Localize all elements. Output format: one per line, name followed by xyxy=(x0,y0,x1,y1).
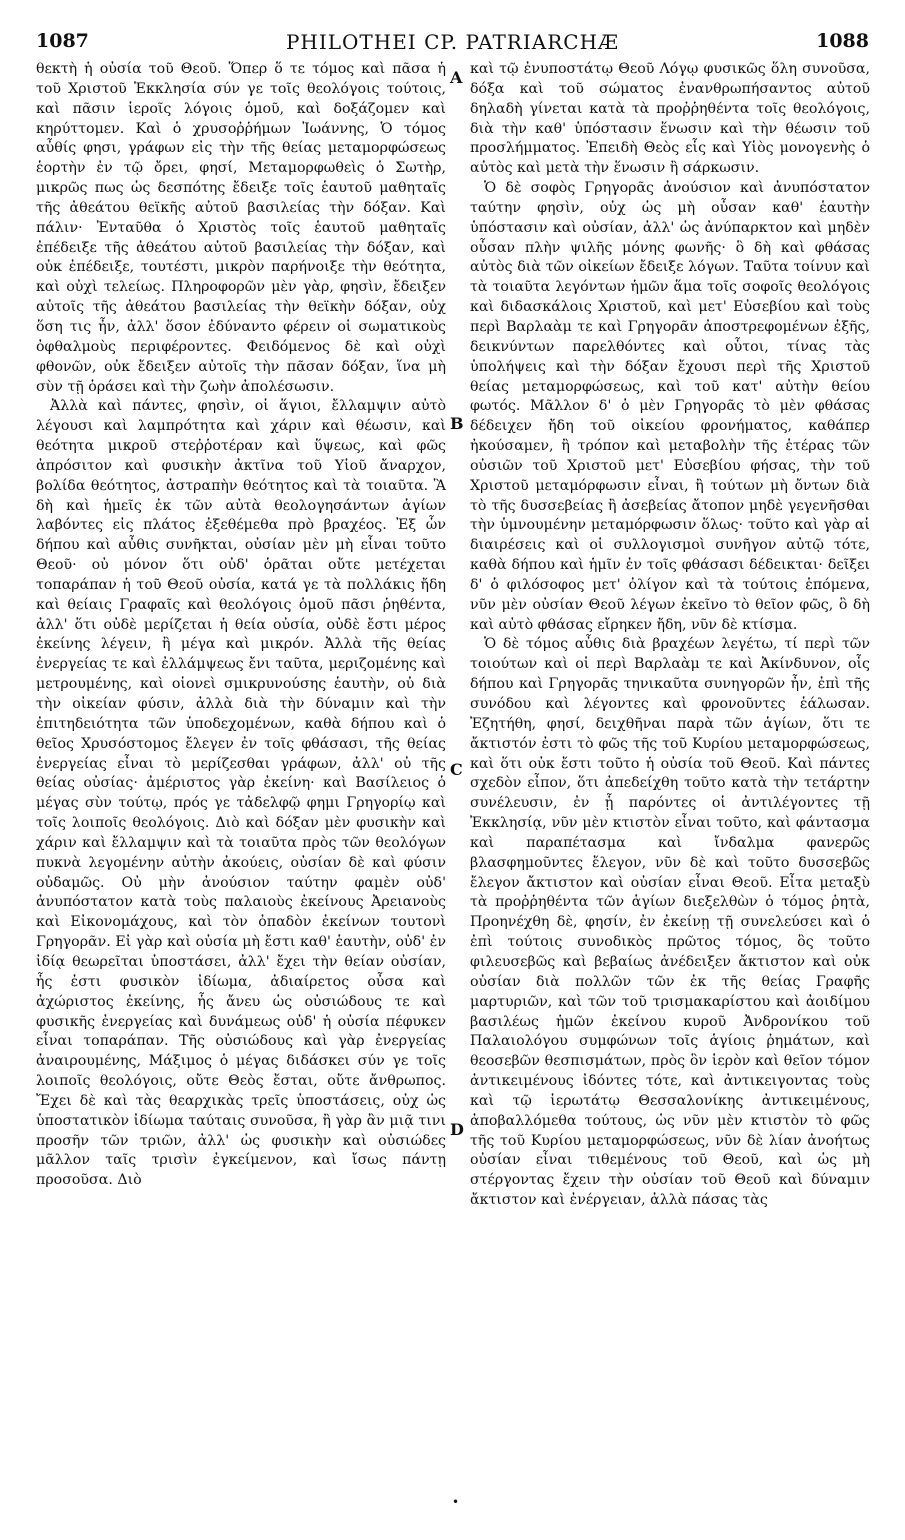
page-number-left: 1087 xyxy=(36,30,89,52)
right-paragraph-2: Ὁ δὲ σοφὸς Γρηγορᾶς ἀνούσιον καὶ ἀνυπόστατον ταύτην φησὶν, οὐχ ὡς μὴ οὖσαν καθ' ἑαυτὴν ὑπόστασιν καὶ οὐσίαν, ἀλλ' ὡς ἀνύπαρκτον καὶ μηδὲν οὖσαν πλὴν ψιλῆς μόνης φωνῆς· ὃ δὴ καὶ φθάσας αὐτὸς διὰ τῶν οἰκείων ἔδειξε λόγων. Ταῦτα τοίνυν καὶ τὰ τοιαῦτα λεγόντων ἡμῶν ἅμα τοῖς σοφοῖς θεολόγοις καὶ διδασκάλοις Χριστοῦ, καὶ μετ' Εὐσεβίου καὶ τοὺς περὶ Βαρλαὰμ τε καὶ Γρηγορᾶν ἀποστρεφομένων ἐξῆς, δεικνύντων παρελθόντες καὶ οὗτοι, τίνας τὰς ὑπολήψεις καὶ τὴν δόξαν ἔχουσι περὶ τῆς Χριστοῦ θείας μεταμορφώσεως, καὶ τοῦ κατ' αὐτὴν θείου φωτός. Μᾶλλον δ' ὁ μὲν Γρηγορᾶς τὸ μὲν φθάσας δέδειχεν ἤδη τοῦ οἰκείου φρονήματος, καθάπερ ἠκούσαμεν, ἢ τρόπον καὶ μεταβολὴν τῆς ἑτέρας τῶν οὐσιῶν τοῦ Χριστοῦ μετ' Εὐσεβίου φήσας, τὴν τοῦ Χριστοῦ μεταμόρφωσιν εἶναι, ἢ τούτων μὴ ὄντων διὰ τὸ τῆς δυσσεβείας ἢ ἀσεβείας ἄτοπον μηδὲ γεγενῆσθαι τὴν ὑμνουμένην μεταμόρφωσιν ὅλως· τοῦτο καὶ γὰρ αἱ διαιρέσεις καὶ οἱ συλλογισμοὶ συνῆγον αὐτῷ τότε, καθὰ δήπου καὶ ἡμῖν ἐν τοῖς φθάσασι δέδεικται· δεῖξει δ' ὁ φιλόσοφος μετ' ὀλίγον καὶ τὰ τούτοις ἑπόμενα, νῦν μὲν οὐσίαν Θεοῦ λέγων ἐκεῖνο τὸ θεῖον φῶς, ὃ δὴ καὶ αὐτὸ φθάσας εἴρηκεν ἤδη, νῦν δὲ κτίσμα. xyxy=(470,180,870,633)
margin-marker-d: D xyxy=(450,1120,464,1139)
margin-marker-b: B xyxy=(450,414,464,433)
left-column xyxy=(36,60,446,1450)
right-paragraph-3: Ὁ δὲ τόμος αὖθις διὰ βραχέων λεγέτω, τί περὶ τῶν τοιούτων καὶ οἱ περὶ Βαρλαὰμ τε καὶ Ἀκίνδυνον, οἷς δήπου καὶ Γρηγορᾶς τηνικαῦτα συνηγορῶν ἦν, ἐπὶ τῆς συνόδου καὶ λέγοντες καὶ φρονοῦντες ἑάλωσαν. Ἐζητήθη, φησί, δειχθῆναι παρὰ τῶν ἁγίων, ὅτι τε ἄκτιστόν ἐστι τὸ φῶς τῆς τοῦ Κυρίου μεταμορφώσεως, καὶ ὅτι οὐκ ἔστι τοῦτο ἡ οὐσία τοῦ Θεοῦ. Καὶ πάντες σχεδὸν εἶπον, ὅτι ἀπεδείχθη τοῦτο κατὰ τὴν τετάρτην συνέλευσιν, ἐν ᾗ παρόντες οἱ ἀντιλέγοντες τῇ Ἐκκλησίᾳ, νῦν μὲν κτιστὸν εἶναι τοῦτο, καὶ φάντασμα καὶ παραπέτασμα καὶ ἴνδαλμα φανερῶς βλασφημοῦντες ἔλεγον, νῦν δὲ καὶ τοῦτο δυσσεβῶς ἔλεγον ἄκτιστον καὶ οὐσίαν εἶναι Θεοῦ. Εἶτα μεταξὺ τὰ προῤῥηθέντα τῶν ἁγίων διεξελθὼν ὁ τόμος ῥητὰ, Προηνέχθη δὲ, φησίν, ἐν ἐκείνῃ τῇ συνελεύσει καὶ ὁ ἐπὶ τούτοις συνοδικὸς πρῶτος τόμος, ὃς τοῦτο φιλευσεβῶς καὶ βεβαίως ἀνέδειξεν ἄκτιστον καὶ οὐκ οὐσίαν διὰ πολλῶν τῶν ἐκ τῆς θείας Γραφῆς μαρτυριῶν, καὶ τῶν τοῦ τρισμακαρίστου καὶ ἀοιδίμου βασιλέως ἡμῶν ἐκείνου κυροῦ Ἀνδρονίκου τοῦ Παλαιολόγου συμφώνων τοῖς ἁγίοις ῥημάτων, καὶ θεοσεβῶν θεσπισμάτων, πρὸς ὃν ἱερὸν καὶ θεῖον τόμον ἀντικειμένους ἰδόντες τότε, καὶ ἀντικειγοντας τοὺς καὶ τῷ ἱερωτάτῳ Θεσσαλονίκης ἀντικειμένους, ἀποβαλλόμεθα τούτους, ὡς νῦν μὲν κτιστὸν τὸ φῶς τῆς τοῦ Κυρίου μεταμορφώσεως, νῦν δὲ λίαν ἀνοήτως οὐσίαν εἶναι τιθεμένους τοῦ Θεοῦ, καὶ ὡς μὴ στέργοντας ἔχειν τὴν οὐσίαν τοῦ Θεοῦ καὶ δύναμιν ἄκτιστον καὶ ἐνέργειαν, ἀλλὰ πάσας τὰς xyxy=(470,636,870,1209)
margin-marker-a: A xyxy=(450,68,463,87)
left-paragraph-2: Ἀλλὰ καὶ πάντες, φησὶν, οἱ ἅγιοι, ἔλλαμψιν αὐτὸ λέγουσι καὶ λαμπρότητα καὶ χάριν καὶ θέωσιν, καὶ θεότητα μικροῦ στεῤῥοτέραν καὶ ὕψεως, καὶ φῶς ἀπρόσιτον καὶ φυσικὴν ἀκτῖνα τοῦ Υἱοῦ ἄναρχον, βολίδα θεότητος, ἀστραπὴν θεότητος καὶ τὰ τοιαῦτα. Ἃ δὴ καὶ ἡμεῖς ἐκ τῶν αὐτὰ θεολογησάντων ἁγίων λαβόντες εἰς πλάτος ἐξεθέμεθα πρὸ βραχέος. Ἐξ ὧν δήπου καὶ αὖθις συνῆκται, οὐσίαν μὲν μὴ εἶναι τοῦτο Θεοῦ· οὐ μόνον ὅτι οὐδ' ὁρᾶται οὔτε μετέχεται τοπαράπαν ἡ τοῦ Θεοῦ οὐσία, κατά γε τὰ πολλάκις ἤδη καὶ θείαις Γραφαῖς καὶ θεολόγοις ὁμοῦ πᾶσι ῥηθέντα, ἀλλ' ὅτι οὐδὲ μερίζεται ἡ θεία οὐσία, οὐδὲ ἔστι μέρος ἐκείνης λέγειν, ἢ μέγα καὶ μικρόν. Ἀλλὰ τῆς θείας ἐνεργείας τε καὶ ἐλλάμψεως ἔνι ταῦτα, μεριζομένης καὶ μετρουμένης, καὶ οἱονεὶ σμικρυνούσης ἑαυτὴν, οὐ διὰ τὴν οἰκείαν φύσιν, ἀλλὰ διὰ τὴν δύναμιν καὶ τὴν ἐπιτηδειότητα τῶν ὑποδεχομένων, καθὰ δήπου καὶ ὁ θεῖος Χρυσόστομος ἔλεγεν ἐν τοῖς φθάσασι, τῆς θείας ἐνεργείας εἶναι τὸ μερίζεσθαι γράφων, ἀλλ' οὐ τῆς θείας οὐσίας· ἀμέριστος γὰρ ἐκείνη· καὶ Βασίλειος ὁ μέγας σὺν τούτῳ, πρός γε τἀδελφῷ φημι Γρηγορίῳ καὶ τοῖς λοιποῖς θεολόγοις. Διὸ καὶ δόξαν μὲν φυσικὴν καὶ χάριν καὶ ἔλλαμψιν καὶ τὰ τοιαῦτα πρὸς τῶν θεολόγων πυκνὰ λεγομένην αὐτὴν ἀκούεις, οὐσίαν δὲ καὶ φύσιν οὐδαμῶς. Οὐ μὴν ἀνούσιον ταύτην φαμὲν οὐδ' ἀνυπόστατον κατὰ τοὺς παλαιοὺς ἐκείνους Ἀρειανοὺς καὶ Εἰκονομάχους, καὶ τὸν ὀπαδὸν ἐκείνων τουτονὶ Γρηγορᾶν. Εἰ γὰρ καὶ οὐσία μὴ ἔστι καθ' ἑαυτὴν, οὐδ' ἐν ἰδίᾳ θεωρεῖται ὑποστάσει, ἀλλ' ἔχει τὴν θείαν οὐσίαν, ἧς ἐστι φυσικὸν ἰδίωμα, ἀδιαίρετος οὖσα καὶ ἀχώριστος ἐκείνης, ἧς ἄνευ ὡς οὐσιώδους τε καὶ φυσικῆς ἐνεργείας καὶ δυνάμεως οὐδ' ἡ οὐσία πέφυκεν εἶναι τοπαράπαν. Τῆς οὐσιώδους καὶ γὰρ ἐνεργείας ἀναιρουμένης, Μάξιμος ὁ μέγας διδάσκει σύν γε τοῖς λοιποῖς θεολόγοις, οὔτε Θεὸς ἔσται, οὔτε ἄνθρωπος. Ἔχει δὲ καὶ τὰς θεαρχικὰς τρεῖς ὑποστάσεις, οὐχ ὡς ὑποστατικὸν ἰδίωμα ταύταις συνοῦσα, ἢ γὰρ ἂν μιᾷ τινι προσῆν τῶν τριῶν, ἀλλ' ὡς φυσικὴν καὶ οὐσιώδες μᾶλλον ταῖς τρισὶν ἐγκείμενον, καὶ ἴσως πάντῃ προσοῦσα. Διὸ xyxy=(36,398,446,1189)
running-title: PHILOTHEI CP. PATRIARCHÆ xyxy=(285,30,620,54)
right-column xyxy=(470,60,870,1450)
printer-mark-icon: • xyxy=(452,1495,460,1509)
left-paragraph-1: θεκτὴ ἡ οὐσία τοῦ Θεοῦ. Ὅπερ ὅ τε τόμος καὶ πᾶσα ἡ τοῦ Χριστοῦ Ἐκκλησία σύν γε τοῖς θεολόγοις τούτοις, καὶ πᾶσιν ἱεροῖς λόγοις ὁμοῦ, καὶ δοξάζομεν καὶ κηρύττομεν. Καὶ ὁ χρυσοῤῥήμων Ἰωάννης, Ὁ τόμος αὖθίς φησι, γράφων εἰς τὴν τῆς θείας μεταμορφώσεως ἑορτὴν ἐν τῷ ὄρει, φησί, Μεταμορφωθεὶς ὁ Σωτὴρ, μικρῶς πως ὡς δεσπότης ἔδειξε τοῖς ἑαυτοῦ μαθηταῖς τῆς ἀθεάτου θεϊκῆς αὐτοῦ βασιλείας τὴν δόξαν. Καὶ πάλιν· Ἐνταῦθα ὁ Χριστὸς τοῖς ἑαυτοῦ μαθηταῖς ἐπέδειξε τῆς ἀθεάτου αὐτοῦ βασιλείας τὴν δόξαν, καὶ οὐκ ἐπέδειξε, τουτέστι, μικρὸν παρήνοιξε τὴν θεότητα, καὶ οὐχὶ τελείως. Πληροφορῶν μὲν γὰρ, φησὶν, ἔδειξεν αὐτοῖς τῆς ἀθεάτου βασιλείας τὴν θεϊκὴν δόξαν, οὐχ ὅση τις ἦν, ἀλλ' ὅσον ἐδύναντο φέρειν οἱ σωματικοὺς ὀφθαλμοὺς περιφέροντες. Φειδόμενος δὲ καὶ οὐχὶ φθονῶν, οὐκ ἔδειξεν αὐτοῖς τὴν πᾶσαν δόξαν, ἵνα μὴ σὺν τῇ ὁράσει καὶ τὴν ζωὴν ἀπολέσωσιν. xyxy=(36,61,446,395)
page-number-right: 1088 xyxy=(816,30,869,52)
page-header xyxy=(36,30,869,60)
margin-marker-c: C xyxy=(450,760,463,779)
right-paragraph-1: καὶ τῷ ἐνυποστάτῳ Θεοῦ Λόγῳ φυσικῶς ὅλη συνοῦσα, δόξα καὶ τοῦ σώματος ἐνανθρωπήσαντος αὐτοῦ δηλαδὴ γίνεται κατὰ τὰ προῤῥηθέντα τοῖς θεολόγοις, διὰ τὴν καθ' ὑπόστασιν ἕνωσιν καὶ τὴν θέωσιν τοῦ προσλήμματος. Ἐπειδὴ Θεὸς εἷς καὶ Υἱὸς μονογενὴς ὁ αὐτὸς καὶ μετὰ τὴν ἕνωσιν ἢ σάρκωσιν. xyxy=(470,61,870,177)
